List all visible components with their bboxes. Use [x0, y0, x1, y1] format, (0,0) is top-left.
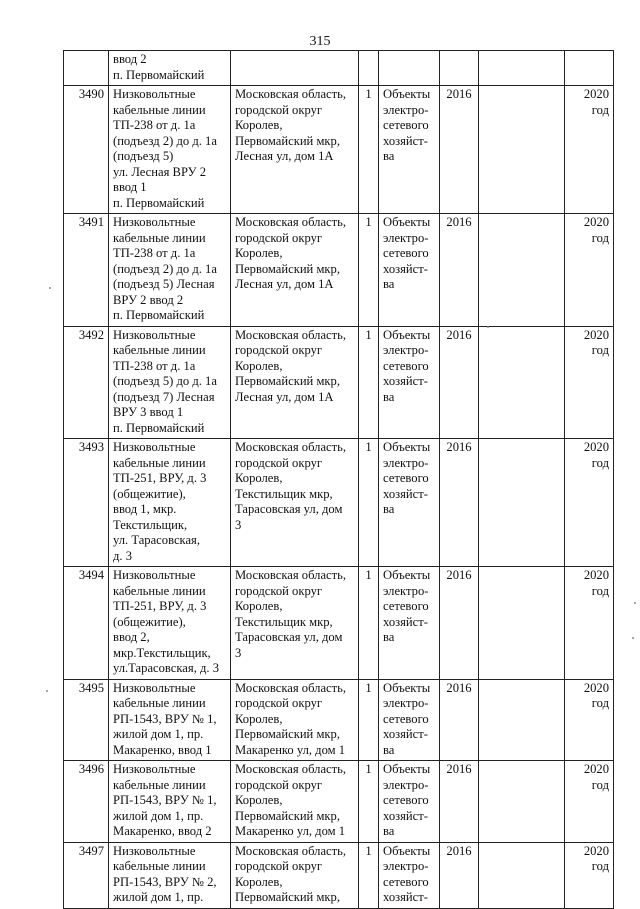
object-name-cell: Низковольтные кабельные линии ТП-251, ВРУ, д. 3 (общежитие), ввод 1, мкр. Текстильщик, ул. Тарасовская, д. 3 [109, 439, 231, 567]
row-number-cell: 3492 [64, 326, 109, 439]
row-number-cell: 3494 [64, 567, 109, 680]
row-number-cell: 3496 [64, 761, 109, 843]
object-year-cell: 2016 [440, 214, 479, 327]
registry-table [63, 50, 614, 909]
object-address-cell: Московская область, городской округ Королев, Текстильщик мкр, Тарасовская ул, дом 3 [231, 439, 359, 567]
scan-speck [46, 690, 48, 692]
object-year-cell: 2016 [440, 761, 479, 843]
row-number-cell [64, 51, 109, 86]
plan-year-cell: 2020 год [565, 439, 614, 567]
row-number-cell: 3491 [64, 214, 109, 327]
registry-table-body [64, 51, 614, 909]
object-quantity-cell: 1 [359, 842, 379, 908]
table-row [64, 567, 614, 680]
object-year-cell: 2016 [440, 439, 479, 567]
object-year-cell: 2016 [440, 842, 479, 908]
object-name-cell: ввод 2 п. Первомайский [109, 51, 231, 86]
object-name-cell: Низковольтные кабельные линии ТП-238 от д. 1а (подъезд 5) до д. 1а (подъезд 7) Лесная ВРУ 3 ввод 1 п. Первомайский [109, 326, 231, 439]
plan-year-cell: 2020 год [565, 326, 614, 439]
object-address-cell: Московская область, городской округ Королев, Первомайский мкр, Макаренко ул, дом 1 [231, 761, 359, 843]
scan-speck [487, 326, 489, 328]
row-number-cell: 3497 [64, 842, 109, 908]
empty-column-cell [479, 842, 565, 908]
table-row [64, 842, 614, 908]
table-row [64, 439, 614, 567]
table-row [64, 51, 614, 86]
plan-year-cell: 2020 год [565, 86, 614, 214]
object-name-cell: Низковольтные кабельные линии ТП-238 от д. 1а (подъезд 2) до д. 1а (подъезд 5) Лесная ВРУ 2 ввод 2 п. Первомайский [109, 214, 231, 327]
empty-column-cell [479, 51, 565, 86]
plan-year-cell: 2020 год [565, 842, 614, 908]
plan-year-cell [565, 51, 614, 86]
object-type-cell: Объекты электро- сетевого хозяйст- ва [379, 86, 440, 214]
object-address-cell: Московская область, городской округ Королев, Первомайский мкр, Макаренко ул, дом 1 [231, 679, 359, 761]
object-name-cell: Низковольтные кабельные линии ТП-251, ВРУ, д. 3 (общежитие), ввод 2, мкр.Текстильщик, ул.Тарасовская, д. 3 [109, 567, 231, 680]
scan-speck [634, 602, 636, 604]
object-address-cell: Московская область, городской округ Королев, Текстильщик мкр, Тарасовская ул, дом 3 [231, 567, 359, 680]
object-year-cell: 2016 [440, 86, 479, 214]
page-number: 315 [309, 34, 331, 49]
table-row [64, 679, 614, 761]
object-type-cell [379, 51, 440, 86]
object-name-cell: Низковольтные кабельные линии РП-1543, ВРУ № 1, жилой дом 1, пр. Макаренко, ввод 1 [109, 679, 231, 761]
empty-column-cell [479, 567, 565, 680]
object-name-cell: Низковольтные кабельные линии РП-1543, ВРУ № 1, жилой дом 1, пр. Макаренко, ввод 2 [109, 761, 231, 843]
plan-year-cell: 2020 год [565, 567, 614, 680]
table-row [64, 214, 614, 327]
object-address-cell [231, 51, 359, 86]
object-type-cell: Объекты электро- сетевого хозяйст- ва [379, 679, 440, 761]
object-address-cell: Московская область, городской округ Королев, Первомайский мкр, Лесная ул, дом 1А [231, 86, 359, 214]
object-type-cell: Объекты электро- сетевого хозяйст- ва [379, 326, 440, 439]
object-year-cell: 2016 [440, 326, 479, 439]
plan-year-cell: 2020 год [565, 761, 614, 843]
empty-column-cell [479, 214, 565, 327]
object-name-cell: Низковольтные кабельные линии ТП-238 от д. 1а (подъезд 2) до д. 1а (подъезд 5) ул. Лесная ВРУ 2 ввод 1 п. Первомайский [109, 86, 231, 214]
scan-speck [49, 287, 51, 289]
row-number-cell: 3493 [64, 439, 109, 567]
table-row [64, 86, 614, 214]
object-quantity-cell: 1 [359, 567, 379, 680]
object-quantity-cell: 1 [359, 86, 379, 214]
object-address-cell: Московская область, городской округ Королев, Первомайский мкр, [231, 842, 359, 908]
object-type-cell: Объекты электро- сетевого хозяйст- [379, 842, 440, 908]
object-year-cell: 2016 [440, 567, 479, 680]
scan-speck [632, 637, 634, 639]
object-name-cell: Низковольтные кабельные линии РП-1543, ВРУ № 2, жилой дом 1, пр. [109, 842, 231, 908]
empty-column-cell [479, 86, 565, 214]
empty-column-cell [479, 761, 565, 843]
object-year-cell: 2016 [440, 679, 479, 761]
object-quantity-cell: 1 [359, 439, 379, 567]
object-quantity-cell: 1 [359, 761, 379, 843]
table-row [64, 326, 614, 439]
object-type-cell: Объекты электро- сетевого хозяйст- ва [379, 214, 440, 327]
object-type-cell: Объекты электро- сетевого хозяйст- ва [379, 567, 440, 680]
object-type-cell: Объекты электро- сетевого хозяйст- ва [379, 761, 440, 843]
row-number-cell: 3495 [64, 679, 109, 761]
object-quantity-cell: 1 [359, 326, 379, 439]
object-type-cell: Объекты электро- сетевого хозяйст- ва [379, 439, 440, 567]
object-address-cell: Московская область, городской округ Королев, Первомайский мкр, Лесная ул, дом 1А [231, 326, 359, 439]
table-row [64, 761, 614, 843]
object-year-cell [440, 51, 479, 86]
plan-year-cell: 2020 год [565, 214, 614, 327]
empty-column-cell [479, 679, 565, 761]
row-number-cell: 3490 [64, 86, 109, 214]
object-quantity-cell: 1 [359, 214, 379, 327]
object-address-cell: Московская область, городской округ Королев, Первомайский мкр, Лесная ул, дом 1А [231, 214, 359, 327]
empty-column-cell [479, 326, 565, 439]
plan-year-cell: 2020 год [565, 679, 614, 761]
object-quantity-cell [359, 51, 379, 86]
object-quantity-cell: 1 [359, 679, 379, 761]
empty-column-cell [479, 439, 565, 567]
